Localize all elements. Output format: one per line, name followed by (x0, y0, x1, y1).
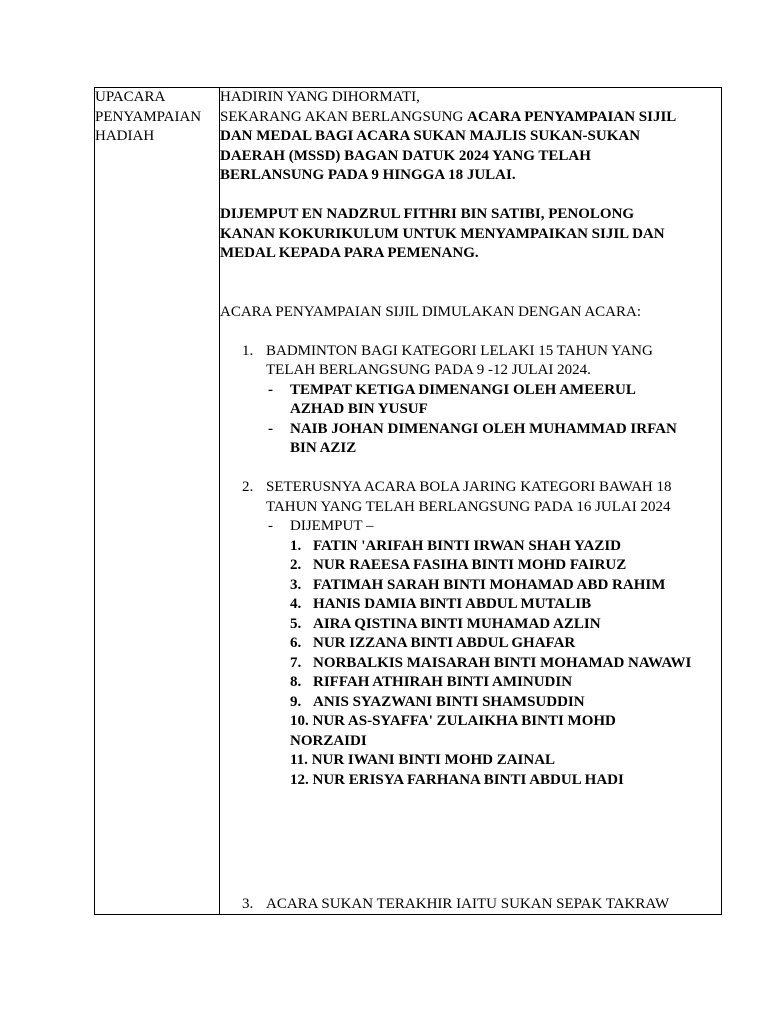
winner-text: NAIB JOHAN DIMENANGI OLEH MUHAMMAD IRFAN (290, 420, 677, 437)
player-name-continued: NORZAIDI (290, 732, 367, 749)
invited-bullet (220, 517, 721, 537)
winner-text: BIN AZIZ (290, 440, 357, 456)
event-item-1 (220, 342, 721, 381)
invite-line: MEDAL KEPADA PARA PEMENANG. (220, 245, 479, 261)
player-name: 3. FATIMAH SARAH BINTI MOHAMAD ABD RAHIM (290, 576, 666, 593)
item-text: SETERUSNYA ACARA BOLA JARING KATEGORI BAWAH 18 (266, 479, 672, 495)
script-cell (220, 88, 722, 915)
bullet-dash: - (268, 381, 273, 398)
player-name: 12. NUR ERISYA FARHANA BINTI ABDUL HADI (290, 771, 624, 788)
winner-text: TEMPAT KETIGA DIMENANGI OLEH AMEERUL (290, 381, 636, 398)
player-name: 1. FATIN 'ARIFAH BINTI IRWAN SHAH YAZID (290, 537, 621, 554)
intro-bold-line: DAN MEDAL BAGI ACARA SUKAN MAJLIS SUKAN-SUKAN (220, 128, 641, 144)
item-text: ACARA SUKAN TERAKHIR IAITU SUKAN SEPAK TAKRAW (266, 895, 670, 912)
section-label-line: HADIAH (95, 128, 155, 144)
winner-text: AZHAD BIN YUSUF (290, 401, 428, 417)
item-text: TAHUN YANG TELAH BERLANGSUNG PADA 16 JULAI 2024 (266, 498, 671, 515)
player-name: 9. ANIS SYAZWANI BINTI SHAMSUDDIN (290, 693, 585, 710)
player-name: 6. NUR IZZANA BINTI ABDUL GHAFAR (290, 635, 576, 651)
item-number: 1. (242, 342, 254, 359)
intro-bold-text: ACARA PENYAMPAIAN SIJIL (467, 108, 677, 125)
intro-line (220, 108, 721, 128)
invited-text: DIJEMPUT – (290, 518, 374, 534)
invite-line: KANAN KOKURIKULUM UNTUK MENYAMPAIKAN SIJIL DAN (220, 225, 665, 242)
player-name: 11. NUR IWANI BINTI MOHD ZAINAL (290, 752, 556, 768)
section-label-line: PENYAMPAIAN (95, 108, 202, 125)
player-name: 2. NUR RAEESA FASIHA BINTI MOHD FAIRUZ (290, 557, 627, 573)
section-label-line: UPACARA (95, 89, 166, 105)
player-name: 4. HANIS DAMIA BINTI ABDUL MUTALIB (290, 596, 592, 612)
event-item-3 (227, 895, 669, 915)
intro-bold-line: DAERAH (MSSD) BAGAN DATUK 2024 YANG TELAH (220, 147, 591, 164)
start-line: ACARA PENYAMPAIAN SIJIL DIMULAKAN DENGAN ACARA: (220, 303, 642, 320)
winner-bullet (220, 381, 721, 420)
player-name: 5. AIRA QISTINA BINTI MUHAMAD AZLIN (290, 615, 601, 632)
bullet-dash: - (268, 518, 273, 534)
ceremony-table (94, 87, 722, 915)
item-text: TELAH BERLANGSUNG PADA 9 -12 JULAI 2024. (266, 362, 591, 378)
bullet-dash: - (268, 420, 273, 437)
event-item-2 (220, 478, 721, 517)
invite-line: DIJEMPUT EN NADZRUL FITHRI BIN SATIBI, PENOLONG (220, 206, 635, 222)
intro-plain-text: SEKARANG AKAN BERLANGSUNG (220, 108, 468, 125)
player-name: 10. NUR AS-SYAFFA' ZULAIKHA BINTI MOHD (290, 713, 616, 729)
intro-bold-line: BERLANSUNG PADA 9 HINGGA 18 JULAI. (220, 167, 516, 183)
section-label-cell (95, 88, 220, 915)
winner-bullet (220, 420, 721, 459)
player-list (220, 537, 721, 791)
greeting: HADIRIN YANG DIHORMATI, (220, 89, 420, 105)
item-number: 3. (242, 895, 254, 912)
player-name: 8. RIFFAH ATHIRAH BINTI AMINUDIN (290, 674, 573, 690)
player-name: 7. NORBALKIS MAISARAH BINTI MOHAMAD NAWAWI (290, 654, 692, 671)
item-text: BADMINTON BAGI KATEGORI LELAKI 15 TAHUN YANG (266, 342, 653, 359)
item-number: 2. (242, 479, 254, 495)
